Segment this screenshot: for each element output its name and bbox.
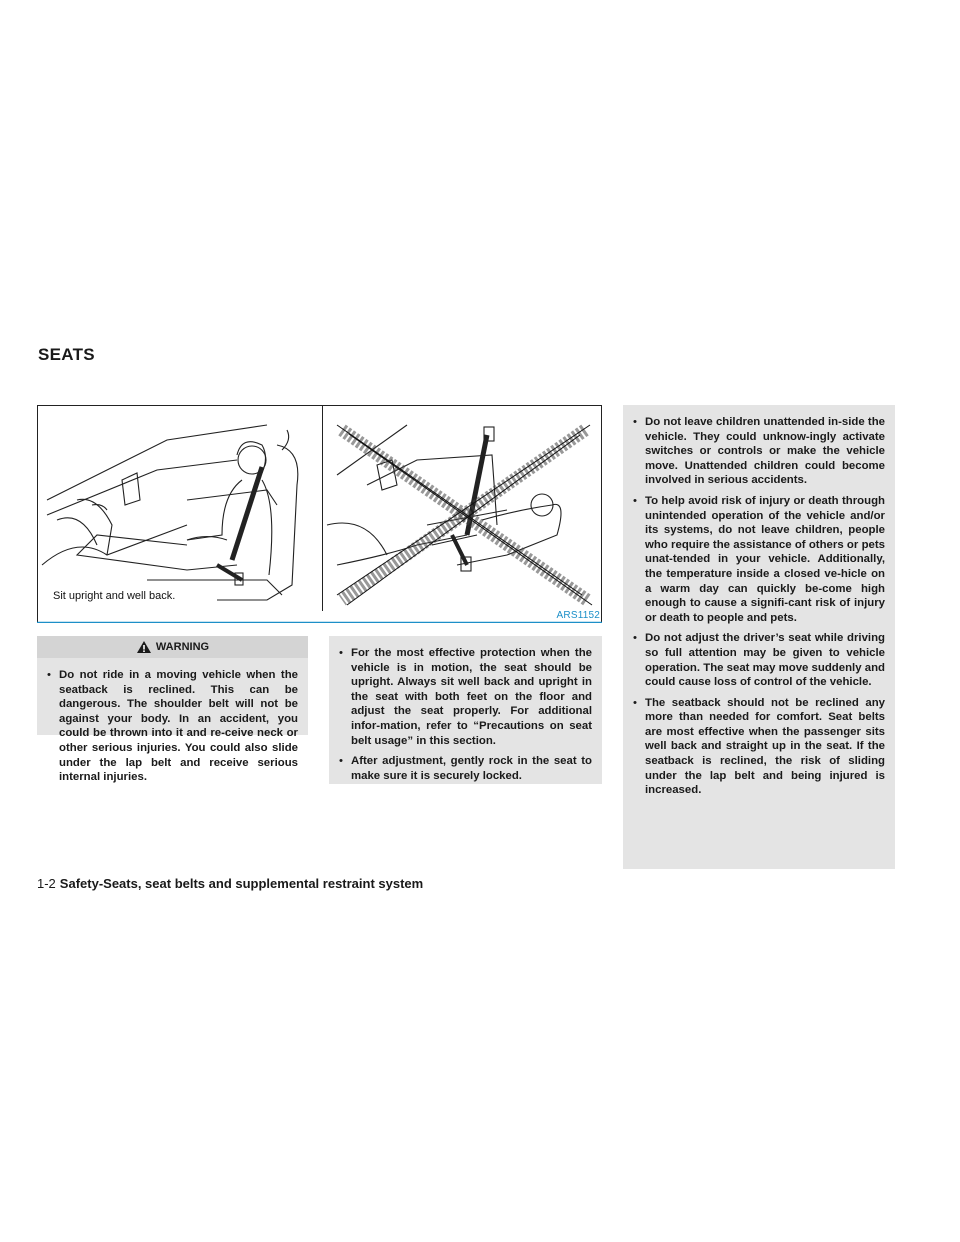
figure-code: ARS1152 bbox=[556, 610, 600, 621]
section-title: SEATS bbox=[38, 345, 95, 364]
warning-column-3 bbox=[623, 405, 895, 869]
warning-column-2 bbox=[329, 636, 602, 784]
seat-posture-figure bbox=[37, 405, 602, 623]
warning-item: • For the most effective protection when the vehicle is in motion, the seat should be upright. Always sit well back and upright in the seat with both feet on the floor and adjust the seat properly. For additional infor-mation, refer to “Precautions on seat belt usage” in this section. bbox=[339, 646, 592, 748]
warning-item: • The seatback should not be reclined any more than needed for comfort. Seat belts are most effective when the passenger sits well back and straight up in the seat. If the seatback is reclined, the risk of sliding under the lap belt and being injured is increased. bbox=[633, 696, 885, 798]
warning-item: • After adjustment, gently rock in the seat to make sure it is securely locked. bbox=[339, 754, 592, 783]
warning-heading: WARNING bbox=[155, 641, 210, 653]
page-number: 1-2 bbox=[37, 876, 56, 891]
page-footer bbox=[37, 876, 423, 891]
chapter-title: Safety-Seats, seat belts and supplemental restraint system bbox=[59, 876, 424, 891]
warning-item: • Do not leave children unattended in-side the vehicle. They could unknow-ingly activate switches or controls or make the vehicle move. Unattended children could become involved in serious accidents. bbox=[633, 415, 885, 488]
warning-triangle-icon bbox=[136, 640, 152, 654]
warning-column-1 bbox=[37, 658, 308, 784]
warning-item: • To help avoid risk of injury or death through unintended operation of the vehicle and/or its systems, do not leave children, people who require the assistance of others or pets unat-tended in your vehicle. Additionally, the temperature inside a closed ve-hicle on a warm day can quickly be-come high enough to cause a signifi-cant risk of injury or death to people and pets. bbox=[633, 494, 885, 625]
warning-item: • Do not ride in a moving vehicle when the seatback is reclined. This can be dangerous. The shoulder belt will not be against your body. In an accident, you could be thrown into it and re-ceive neck or other serious injuries. You could also slide under the lap belt and receive serious internal injuries. bbox=[47, 668, 298, 785]
warning-item: • Do not adjust the driver’s seat while driving so full attention may be given to vehicle operation. The seat may move suddenly and could cause loss of control of the vehicle. bbox=[633, 631, 885, 689]
figure-caption: Sit upright and well back. bbox=[53, 590, 176, 602]
warning-header bbox=[37, 636, 308, 658]
